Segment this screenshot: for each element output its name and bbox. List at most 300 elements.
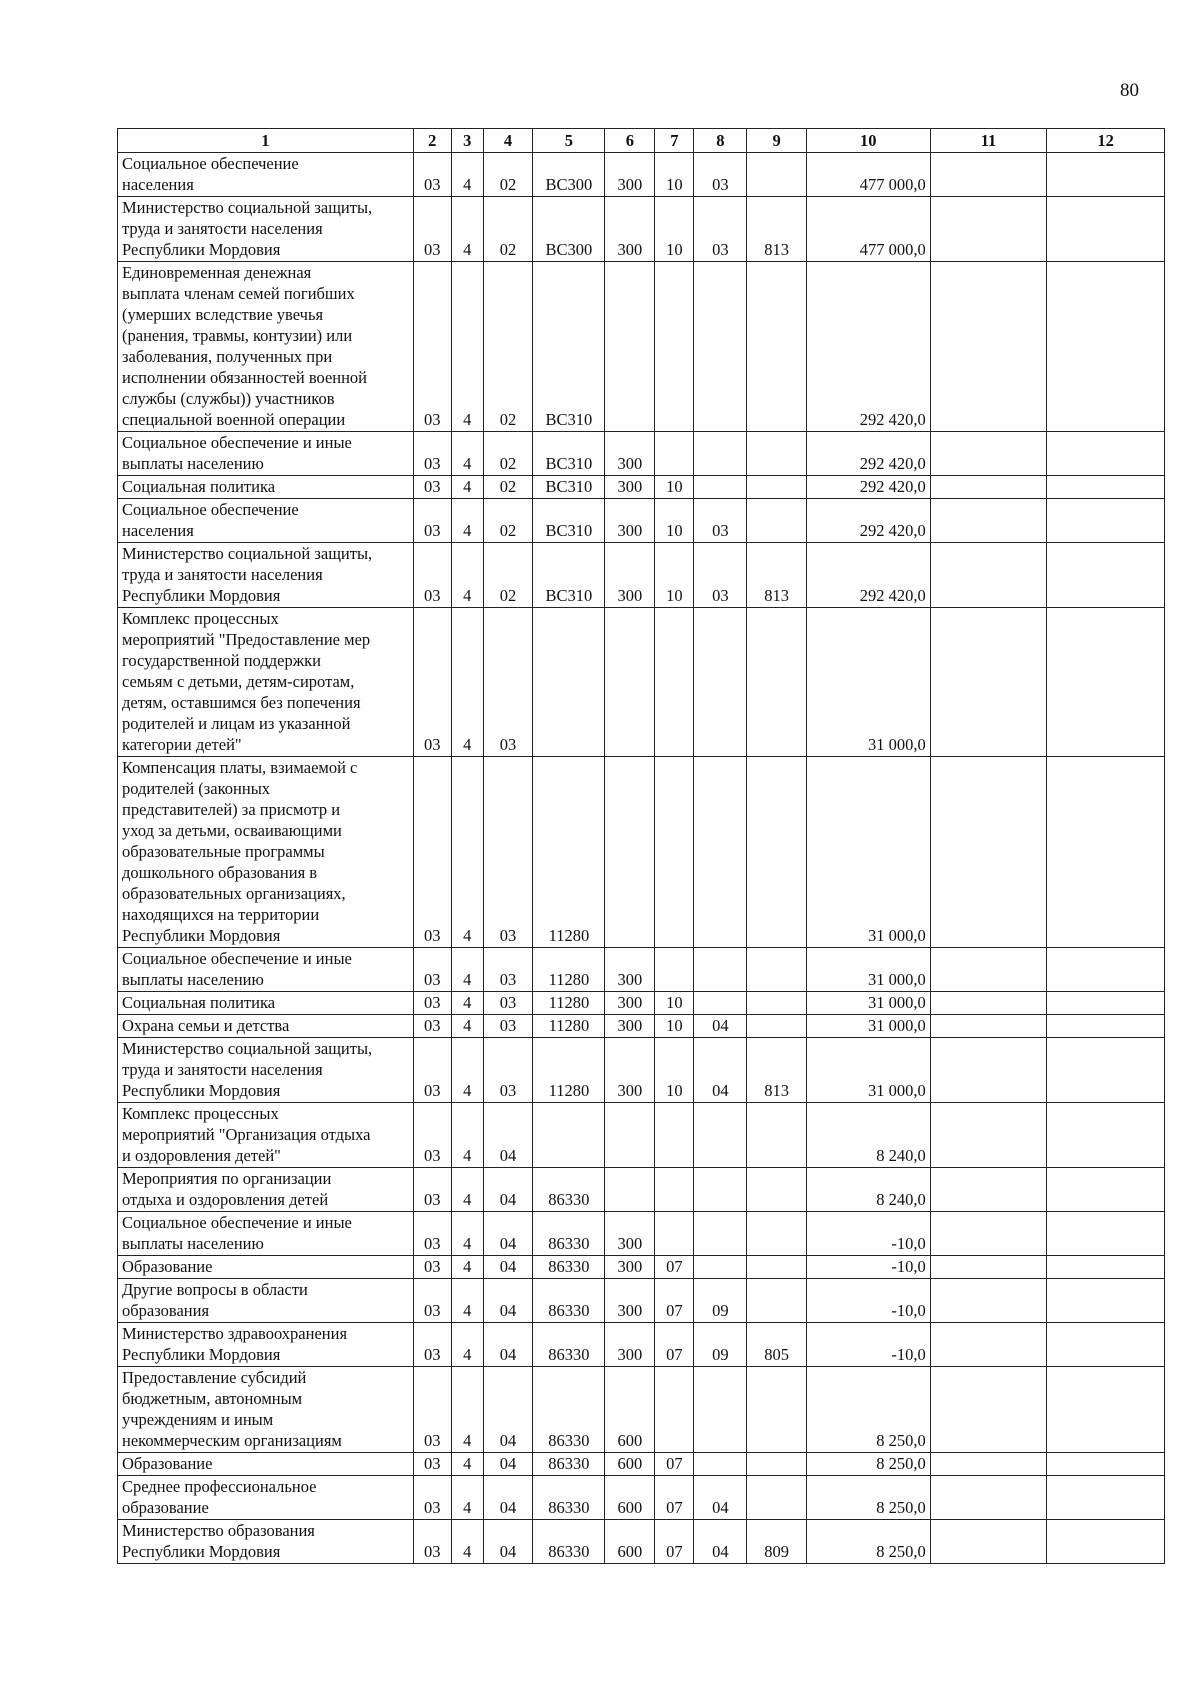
col12-cell <box>1047 1212 1165 1256</box>
col6-cell: 600 <box>605 1367 655 1453</box>
col6-cell: 300 <box>605 1212 655 1256</box>
col12-cell <box>1047 153 1165 197</box>
col2-cell: 03 <box>413 476 451 499</box>
col2-cell: 03 <box>413 948 451 992</box>
table-body <box>118 153 1165 1564</box>
col9-cell <box>747 499 806 543</box>
col2-cell: 03 <box>413 992 451 1015</box>
col2-cell: 03 <box>413 1103 451 1168</box>
col7-cell: 10 <box>655 992 694 1015</box>
col12-cell <box>1047 1038 1165 1103</box>
col8-cell <box>694 948 747 992</box>
amount-cell: 31 000,0 <box>806 1015 930 1038</box>
name-cell: Среднее профессиональное образование <box>118 1476 414 1520</box>
col12-cell <box>1047 992 1165 1015</box>
col6-cell: 600 <box>605 1453 655 1476</box>
col11-cell <box>930 1212 1047 1256</box>
col6-cell: 300 <box>605 1038 655 1103</box>
amount-cell: 292 420,0 <box>806 499 930 543</box>
col2-cell: 03 <box>413 432 451 476</box>
col6-cell <box>605 608 655 757</box>
col11-cell <box>930 992 1047 1015</box>
col12-cell <box>1047 476 1165 499</box>
col7-cell <box>655 608 694 757</box>
col11-cell <box>930 197 1047 262</box>
column-header-12: 12 <box>1047 129 1165 153</box>
col4-cell: 02 <box>483 499 533 543</box>
col9-cell <box>747 1015 806 1038</box>
col7-cell: 07 <box>655 1476 694 1520</box>
table-row <box>118 992 1165 1015</box>
table-row <box>118 1323 1165 1367</box>
col6-cell: 300 <box>605 948 655 992</box>
table-row <box>118 1279 1165 1323</box>
col7-cell <box>655 1367 694 1453</box>
col12-cell <box>1047 432 1165 476</box>
col2-cell: 03 <box>413 1168 451 1212</box>
col3-cell: 4 <box>451 1476 483 1520</box>
col11-cell <box>930 1256 1047 1279</box>
col3-cell: 4 <box>451 608 483 757</box>
table-row <box>118 1015 1165 1038</box>
table-row <box>118 432 1165 476</box>
col12-cell <box>1047 1103 1165 1168</box>
table-row <box>118 476 1165 499</box>
col5-cell: 86330 <box>533 1279 605 1323</box>
col3-cell: 4 <box>451 1279 483 1323</box>
col8-cell: 04 <box>694 1476 747 1520</box>
col5-cell: 11280 <box>533 1038 605 1103</box>
name-cell: Другие вопросы в области образования <box>118 1279 414 1323</box>
col9-cell <box>747 262 806 432</box>
col8-cell <box>694 1212 747 1256</box>
col12-cell <box>1047 948 1165 992</box>
col2-cell: 03 <box>413 262 451 432</box>
col2-cell: 03 <box>413 1453 451 1476</box>
col5-cell <box>533 608 605 757</box>
col2-cell: 03 <box>413 543 451 608</box>
col9-cell <box>747 1103 806 1168</box>
col8-cell <box>694 992 747 1015</box>
col6-cell <box>605 1103 655 1168</box>
col9-cell <box>747 1279 806 1323</box>
col6-cell: 300 <box>605 1256 655 1279</box>
column-header-2: 2 <box>413 129 451 153</box>
amount-cell: 31 000,0 <box>806 757 930 948</box>
column-header-6: 6 <box>605 129 655 153</box>
name-cell: Комплекс процессных мероприятий "Организация отдыха и оздоровления детей" <box>118 1103 414 1168</box>
col2-cell: 03 <box>413 499 451 543</box>
col9-cell <box>747 432 806 476</box>
col11-cell <box>930 543 1047 608</box>
col3-cell: 4 <box>451 948 483 992</box>
name-cell: Мероприятия по организации отдыха и оздоровления детей <box>118 1168 414 1212</box>
col7-cell: 10 <box>655 1038 694 1103</box>
col11-cell <box>930 499 1047 543</box>
col3-cell: 4 <box>451 1168 483 1212</box>
col7-cell: 10 <box>655 197 694 262</box>
col7-cell: 07 <box>655 1520 694 1564</box>
col8-cell: 03 <box>694 499 747 543</box>
col7-cell: 10 <box>655 153 694 197</box>
col5-cell: ВС310 <box>533 432 605 476</box>
table-row <box>118 499 1165 543</box>
col5-cell: 86330 <box>533 1453 605 1476</box>
name-cell: Социальное обеспечение населения <box>118 153 414 197</box>
col4-cell: 03 <box>483 948 533 992</box>
table-row <box>118 1520 1165 1564</box>
col12-cell <box>1047 608 1165 757</box>
col4-cell: 04 <box>483 1212 533 1256</box>
col5-cell: ВС310 <box>533 543 605 608</box>
col12-cell <box>1047 1453 1165 1476</box>
column-header-11: 11 <box>930 129 1047 153</box>
col6-cell: 300 <box>605 197 655 262</box>
col4-cell: 03 <box>483 1038 533 1103</box>
col8-cell <box>694 432 747 476</box>
col11-cell <box>930 262 1047 432</box>
col9-cell <box>747 1476 806 1520</box>
table-row <box>118 1453 1165 1476</box>
col3-cell: 4 <box>451 1323 483 1367</box>
col4-cell: 03 <box>483 992 533 1015</box>
col12-cell <box>1047 197 1165 262</box>
amount-cell: 292 420,0 <box>806 262 930 432</box>
col11-cell <box>930 1103 1047 1168</box>
col7-cell <box>655 948 694 992</box>
col6-cell: 300 <box>605 543 655 608</box>
col2-cell: 03 <box>413 757 451 948</box>
col8-cell: 03 <box>694 543 747 608</box>
amount-cell: 31 000,0 <box>806 948 930 992</box>
col7-cell: 07 <box>655 1256 694 1279</box>
col4-cell: 04 <box>483 1168 533 1212</box>
name-cell: Социальное обеспечение и иные выплаты населению <box>118 1212 414 1256</box>
col6-cell <box>605 757 655 948</box>
col5-cell: ВС300 <box>533 153 605 197</box>
amount-cell: 292 420,0 <box>806 476 930 499</box>
column-header-1: 1 <box>118 129 414 153</box>
col2-cell: 03 <box>413 1323 451 1367</box>
name-cell: Компенсация платы, взимаемой с родителей (законных представителей) за присмотр и уход за детьми, осваивающими образовательные программы дошкольного образования в образовательных организациях, находящихся на территории Республики Мордовия <box>118 757 414 948</box>
col8-cell <box>694 1453 747 1476</box>
table-row <box>118 608 1165 757</box>
col3-cell: 4 <box>451 1038 483 1103</box>
col8-cell <box>694 476 747 499</box>
col5-cell <box>533 1103 605 1168</box>
column-header-7: 7 <box>655 129 694 153</box>
col9-cell: 813 <box>747 543 806 608</box>
amount-cell: 8 250,0 <box>806 1367 930 1453</box>
col7-cell <box>655 1212 694 1256</box>
col7-cell <box>655 432 694 476</box>
budget-table <box>117 128 1165 1564</box>
amount-cell: 8 250,0 <box>806 1453 930 1476</box>
col3-cell: 4 <box>451 432 483 476</box>
col9-cell: 809 <box>747 1520 806 1564</box>
name-cell: Образование <box>118 1453 414 1476</box>
col7-cell: 10 <box>655 543 694 608</box>
col11-cell <box>930 1367 1047 1453</box>
col6-cell: 300 <box>605 1323 655 1367</box>
col9-cell <box>747 1256 806 1279</box>
col12-cell <box>1047 1015 1165 1038</box>
column-header-5: 5 <box>533 129 605 153</box>
col6-cell: 600 <box>605 1476 655 1520</box>
name-cell: Социальное обеспечение населения <box>118 499 414 543</box>
col3-cell: 4 <box>451 992 483 1015</box>
col5-cell: ВС300 <box>533 197 605 262</box>
col6-cell <box>605 1168 655 1212</box>
col4-cell: 04 <box>483 1453 533 1476</box>
col9-cell <box>747 1212 806 1256</box>
column-header-4: 4 <box>483 129 533 153</box>
col5-cell: 11280 <box>533 948 605 992</box>
col5-cell: 86330 <box>533 1367 605 1453</box>
table-row <box>118 262 1165 432</box>
col8-cell <box>694 757 747 948</box>
amount-cell: -10,0 <box>806 1323 930 1367</box>
col8-cell <box>694 1256 747 1279</box>
col3-cell: 4 <box>451 543 483 608</box>
name-cell: Министерство образования Республики Мордовия <box>118 1520 414 1564</box>
col2-cell: 03 <box>413 1520 451 1564</box>
col6-cell: 300 <box>605 992 655 1015</box>
col9-cell <box>747 608 806 757</box>
col3-cell: 4 <box>451 1256 483 1279</box>
col2-cell: 03 <box>413 1212 451 1256</box>
col2-cell: 03 <box>413 608 451 757</box>
name-cell: Единовременная денежная выплата членам семей погибших (умерших вследствие увечья (ранения, травмы, контузии) или заболевания, полученных при исполнении обязанностей военной службы (службы)) участников специальной военной операции <box>118 262 414 432</box>
table-row <box>118 1256 1165 1279</box>
column-header-9: 9 <box>747 129 806 153</box>
col5-cell: 86330 <box>533 1212 605 1256</box>
amount-cell: 8 240,0 <box>806 1168 930 1212</box>
col11-cell <box>930 1168 1047 1212</box>
col12-cell <box>1047 757 1165 948</box>
col2-cell: 03 <box>413 1367 451 1453</box>
amount-cell: 8 250,0 <box>806 1520 930 1564</box>
col11-cell <box>930 1015 1047 1038</box>
col8-cell: 04 <box>694 1520 747 1564</box>
col5-cell: 86330 <box>533 1476 605 1520</box>
col7-cell <box>655 262 694 432</box>
name-cell: Комплекс процессных мероприятий "Предоставление мер государственной поддержки семьям с детьми, детям-сиротам, детям, оставшимся без попечения родителей и лицам из указанной категории детей" <box>118 608 414 757</box>
col5-cell: 11280 <box>533 1015 605 1038</box>
col4-cell: 04 <box>483 1520 533 1564</box>
col3-cell: 4 <box>451 262 483 432</box>
name-cell: Образование <box>118 1256 414 1279</box>
col8-cell <box>694 1168 747 1212</box>
col2-cell: 03 <box>413 153 451 197</box>
col6-cell: 300 <box>605 1015 655 1038</box>
name-cell: Социальное обеспечение и иные выплаты населению <box>118 948 414 992</box>
col12-cell <box>1047 1367 1165 1453</box>
amount-cell: 31 000,0 <box>806 992 930 1015</box>
col8-cell: 09 <box>694 1323 747 1367</box>
col4-cell: 04 <box>483 1103 533 1168</box>
col3-cell: 4 <box>451 1367 483 1453</box>
col4-cell: 03 <box>483 757 533 948</box>
col8-cell <box>694 608 747 757</box>
col4-cell: 02 <box>483 432 533 476</box>
table-row <box>118 1367 1165 1453</box>
col4-cell: 04 <box>483 1323 533 1367</box>
col7-cell <box>655 757 694 948</box>
col3-cell: 4 <box>451 1212 483 1256</box>
col4-cell: 04 <box>483 1256 533 1279</box>
col11-cell <box>930 1520 1047 1564</box>
col11-cell <box>930 1476 1047 1520</box>
col2-cell: 03 <box>413 1015 451 1038</box>
col6-cell: 600 <box>605 1520 655 1564</box>
col4-cell: 02 <box>483 543 533 608</box>
col4-cell: 03 <box>483 608 533 757</box>
amount-cell: -10,0 <box>806 1279 930 1323</box>
col2-cell: 03 <box>413 1476 451 1520</box>
col7-cell: 07 <box>655 1453 694 1476</box>
col6-cell: 300 <box>605 499 655 543</box>
col9-cell: 805 <box>747 1323 806 1367</box>
col7-cell: 07 <box>655 1279 694 1323</box>
col7-cell: 10 <box>655 499 694 543</box>
col11-cell <box>930 153 1047 197</box>
col11-cell <box>930 476 1047 499</box>
col6-cell <box>605 262 655 432</box>
col11-cell <box>930 1038 1047 1103</box>
name-cell: Социальное обеспечение и иные выплаты населению <box>118 432 414 476</box>
col6-cell: 300 <box>605 153 655 197</box>
column-header-10: 10 <box>806 129 930 153</box>
table-row <box>118 757 1165 948</box>
col12-cell <box>1047 1520 1165 1564</box>
col9-cell <box>747 153 806 197</box>
col12-cell <box>1047 543 1165 608</box>
col4-cell: 04 <box>483 1279 533 1323</box>
col2-cell: 03 <box>413 1256 451 1279</box>
col12-cell <box>1047 1256 1165 1279</box>
col7-cell <box>655 1103 694 1168</box>
col9-cell <box>747 948 806 992</box>
name-cell: Охрана семьи и детства <box>118 1015 414 1038</box>
name-cell: Социальная политика <box>118 476 414 499</box>
amount-cell: 477 000,0 <box>806 197 930 262</box>
col11-cell <box>930 1323 1047 1367</box>
col5-cell: 86330 <box>533 1323 605 1367</box>
table-header-row <box>118 129 1165 153</box>
table-row <box>118 1212 1165 1256</box>
amount-cell: 8 240,0 <box>806 1103 930 1168</box>
table-row <box>118 948 1165 992</box>
col5-cell: 86330 <box>533 1256 605 1279</box>
col9-cell: 813 <box>747 1038 806 1103</box>
col3-cell: 4 <box>451 1520 483 1564</box>
name-cell: Министерство социальной защиты, труда и занятости населения Республики Мордовия <box>118 543 414 608</box>
amount-cell: 31 000,0 <box>806 1038 930 1103</box>
page-number: 80 <box>1120 80 1139 101</box>
col2-cell: 03 <box>413 1279 451 1323</box>
col11-cell <box>930 1453 1047 1476</box>
col12-cell <box>1047 1279 1165 1323</box>
amount-cell: 8 250,0 <box>806 1476 930 1520</box>
col8-cell <box>694 262 747 432</box>
col3-cell: 4 <box>451 153 483 197</box>
col3-cell: 4 <box>451 476 483 499</box>
amount-cell: 292 420,0 <box>806 543 930 608</box>
col9-cell <box>747 992 806 1015</box>
col2-cell: 03 <box>413 1038 451 1103</box>
col5-cell: 11280 <box>533 992 605 1015</box>
col5-cell: ВС310 <box>533 499 605 543</box>
col7-cell: 10 <box>655 1015 694 1038</box>
col8-cell: 03 <box>694 153 747 197</box>
column-header-3: 3 <box>451 129 483 153</box>
col11-cell <box>930 1279 1047 1323</box>
col4-cell: 02 <box>483 153 533 197</box>
col8-cell <box>694 1367 747 1453</box>
table-row <box>118 1038 1165 1103</box>
col3-cell: 4 <box>451 757 483 948</box>
amount-cell: -10,0 <box>806 1212 930 1256</box>
col8-cell: 09 <box>694 1279 747 1323</box>
table-row <box>118 1476 1165 1520</box>
col6-cell: 300 <box>605 432 655 476</box>
col3-cell: 4 <box>451 499 483 543</box>
col8-cell: 03 <box>694 197 747 262</box>
table-row <box>118 197 1165 262</box>
col6-cell: 300 <box>605 476 655 499</box>
col11-cell <box>930 948 1047 992</box>
col9-cell <box>747 1367 806 1453</box>
col4-cell: 02 <box>483 262 533 432</box>
table-row <box>118 1168 1165 1212</box>
col8-cell: 04 <box>694 1015 747 1038</box>
table-row <box>118 543 1165 608</box>
name-cell: Министерство здравоохранения Республики Мордовия <box>118 1323 414 1367</box>
col9-cell <box>747 1453 806 1476</box>
col4-cell: 03 <box>483 1015 533 1038</box>
col11-cell <box>930 757 1047 948</box>
col8-cell: 04 <box>694 1038 747 1103</box>
col8-cell <box>694 1103 747 1168</box>
col3-cell: 4 <box>451 1103 483 1168</box>
name-cell: Министерство социальной защиты, труда и занятости населения Республики Мордовия <box>118 1038 414 1103</box>
col7-cell: 10 <box>655 476 694 499</box>
col11-cell <box>930 608 1047 757</box>
name-cell: Министерство социальной защиты, труда и занятости населения Республики Мордовия <box>118 197 414 262</box>
col12-cell <box>1047 1323 1165 1367</box>
col7-cell <box>655 1168 694 1212</box>
col9-cell: 813 <box>747 197 806 262</box>
col9-cell <box>747 476 806 499</box>
amount-cell: 477 000,0 <box>806 153 930 197</box>
amount-cell: 31 000,0 <box>806 608 930 757</box>
amount-cell: 292 420,0 <box>806 432 930 476</box>
col12-cell <box>1047 1168 1165 1212</box>
col12-cell <box>1047 262 1165 432</box>
col9-cell <box>747 757 806 948</box>
col5-cell: 86330 <box>533 1168 605 1212</box>
col4-cell: 02 <box>483 476 533 499</box>
name-cell: Предоставление субсидий бюджетным, автономным учреждениям и иным некоммерческим организациям <box>118 1367 414 1453</box>
col9-cell <box>747 1168 806 1212</box>
col12-cell <box>1047 1476 1165 1520</box>
col4-cell: 04 <box>483 1367 533 1453</box>
col12-cell <box>1047 499 1165 543</box>
table-row <box>118 1103 1165 1168</box>
col5-cell: 11280 <box>533 757 605 948</box>
col11-cell <box>930 432 1047 476</box>
